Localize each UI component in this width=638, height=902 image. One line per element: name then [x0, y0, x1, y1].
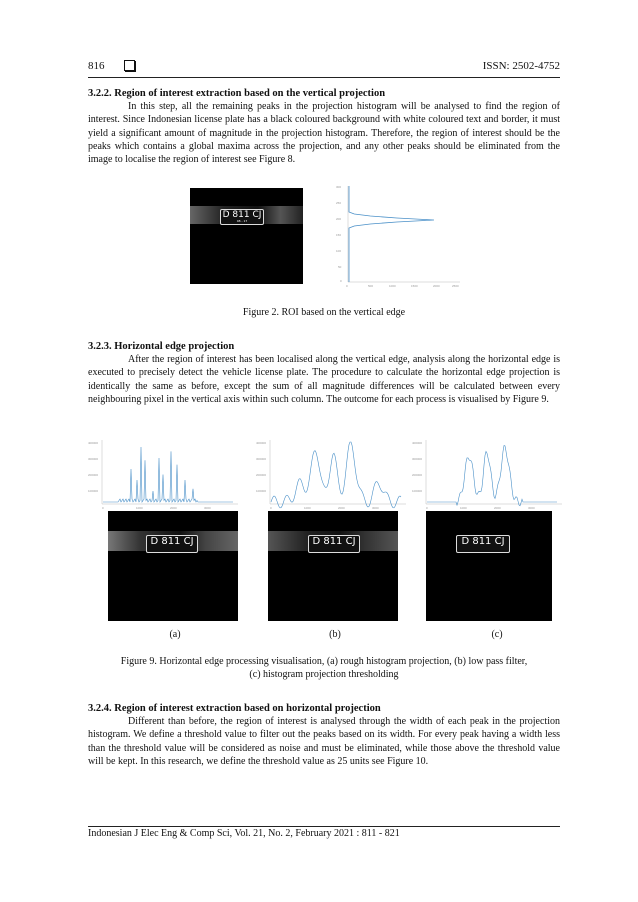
- plate-text: D 811 CJ: [222, 210, 262, 220]
- svg-text:500: 500: [368, 284, 374, 288]
- issn: ISSN: 2502-4752: [482, 60, 560, 72]
- svg-text:0: 0: [270, 506, 272, 510]
- page-number: 816: [88, 60, 105, 72]
- svg-text:100: 100: [336, 249, 342, 253]
- license-plate-b: [308, 535, 360, 553]
- section-heading-322: 3.2.2. Region of interest extraction based on the vertical projection: [88, 88, 386, 99]
- license-plate-c: [456, 535, 510, 553]
- label-b: (b): [329, 629, 341, 640]
- svg-text:0: 0: [426, 506, 428, 510]
- svg-text:100000: 100000: [256, 489, 267, 493]
- svg-text:3000: 3000: [372, 506, 379, 510]
- svg-text:150: 150: [336, 233, 342, 237]
- svg-text:2000: 2000: [338, 506, 345, 510]
- license-plate-a: [146, 535, 198, 553]
- svg-text:1000: 1000: [389, 284, 396, 288]
- section-paragraph-322: In this step, all the remaining peaks in the projection histogram will be analysed to find the region of interest. Since Indonesian license plate has a black coloured background with white coloured text and border, it must yield a significant amount of magnitude in the projection histogram. Therefore, the region of interest should be the peaks which contains a global maxima across the projection, and any other peaks should be eliminated from the image to localise the region of interest see Figure 8.: [88, 101, 560, 166]
- roi-image: [190, 188, 303, 284]
- svg-text:100000: 100000: [412, 489, 423, 493]
- svg-text:1000: 1000: [460, 506, 467, 510]
- svg-text:1500: 1500: [411, 284, 418, 288]
- footer-text: Indonesian J Elec Eng & Comp Sci, Vol. 21, No. 2, February 2021 : 811 - 821: [88, 828, 400, 839]
- square-icon: [124, 60, 135, 71]
- thresholded-curve: [427, 446, 557, 506]
- vertical-projection-plot: [334, 182, 464, 290]
- svg-text:200: 200: [336, 217, 342, 221]
- rough-histogram-curve: [103, 447, 233, 502]
- plate-subtext: 08 - 17: [236, 219, 248, 223]
- svg-text:0: 0: [102, 506, 104, 510]
- svg-text:0: 0: [340, 279, 342, 283]
- footer-rule: [88, 826, 560, 827]
- svg-text:300000: 300000: [88, 457, 99, 461]
- svg-text:300000: 300000: [256, 457, 267, 461]
- svg-text:200000: 200000: [412, 473, 423, 477]
- svg-text:2000: 2000: [494, 506, 501, 510]
- histogram-plot-b: [256, 436, 412, 512]
- image-c: [426, 511, 552, 621]
- svg-text:1000: 1000: [136, 506, 143, 510]
- section-heading-323: 3.2.3. Horizontal edge projection: [88, 341, 235, 352]
- license-plate: [220, 209, 264, 225]
- svg-text:50: 50: [338, 265, 342, 269]
- svg-text:300: 300: [336, 185, 342, 189]
- header-rule: [88, 77, 560, 78]
- svg-text:400000: 400000: [256, 441, 267, 445]
- svg-text:100000: 100000: [88, 489, 99, 493]
- projection-curve: [349, 186, 434, 282]
- svg-text:300000: 300000: [412, 457, 423, 461]
- svg-text:200000: 200000: [256, 473, 267, 477]
- plate-text-c: D 811 CJ: [461, 536, 505, 547]
- low-pass-curve: [271, 442, 401, 508]
- figure9-caption-line1: Figure 9. Horizontal edge processing visualisation, (a) rough histogram projection, (b) low pass filter,: [120, 656, 528, 667]
- histogram-plot-c: [412, 436, 568, 512]
- figure9-caption-line2: (c) histogram projection thresholding: [249, 669, 399, 680]
- section-paragraph-324: Different than before, the region of interest is analysed through the width of each peak in the projection histogram. We define a threshold value to filter out the peaks based on its width. For every peak having a width less than the threshold value will be considered as noise and must be eliminated, while those above the threshold value will be kept. In this research, we define the threshold value as 25 units see Figure 10.: [88, 716, 560, 767]
- svg-text:3000: 3000: [528, 506, 535, 510]
- svg-text:250: 250: [336, 201, 342, 205]
- svg-text:2000: 2000: [170, 506, 177, 510]
- section-paragraph-323: After the region of interest has been localised along the vertical edge, analysis along the horizontal edge is executed to precisely detect the vehicle license plate. The procedure to calculate the horizontal edge projection is identically the same as before, except the sum of all magnitude differences will be calculated between every neighbouring pixel in the vertical axis within such column. The outcome for each process is visualised by Figure 9.: [88, 354, 560, 405]
- label-c: (c): [491, 629, 503, 640]
- svg-text:3000: 3000: [204, 506, 211, 510]
- plate-text-a: D 811 CJ: [150, 536, 194, 547]
- svg-text:2500: 2500: [452, 284, 459, 288]
- histogram-plot-a: [88, 436, 244, 512]
- svg-text:1000: 1000: [304, 506, 311, 510]
- svg-text:400000: 400000: [88, 441, 99, 445]
- svg-text:0: 0: [346, 284, 348, 288]
- svg-text:400000: 400000: [412, 441, 423, 445]
- figure8-caption: Figure 2. ROI based on the vertical edge: [242, 307, 406, 318]
- plot-frame: [348, 186, 460, 282]
- image-a: [108, 511, 238, 621]
- image-b: [268, 511, 398, 621]
- label-a: (a): [169, 629, 181, 640]
- section-heading-324: 3.2.4. Region of interest extraction based on horizontal projection: [88, 703, 381, 714]
- svg-text:200000: 200000: [88, 473, 99, 477]
- svg-text:2000: 2000: [433, 284, 440, 288]
- plate-text-b: D 811 CJ: [312, 536, 356, 547]
